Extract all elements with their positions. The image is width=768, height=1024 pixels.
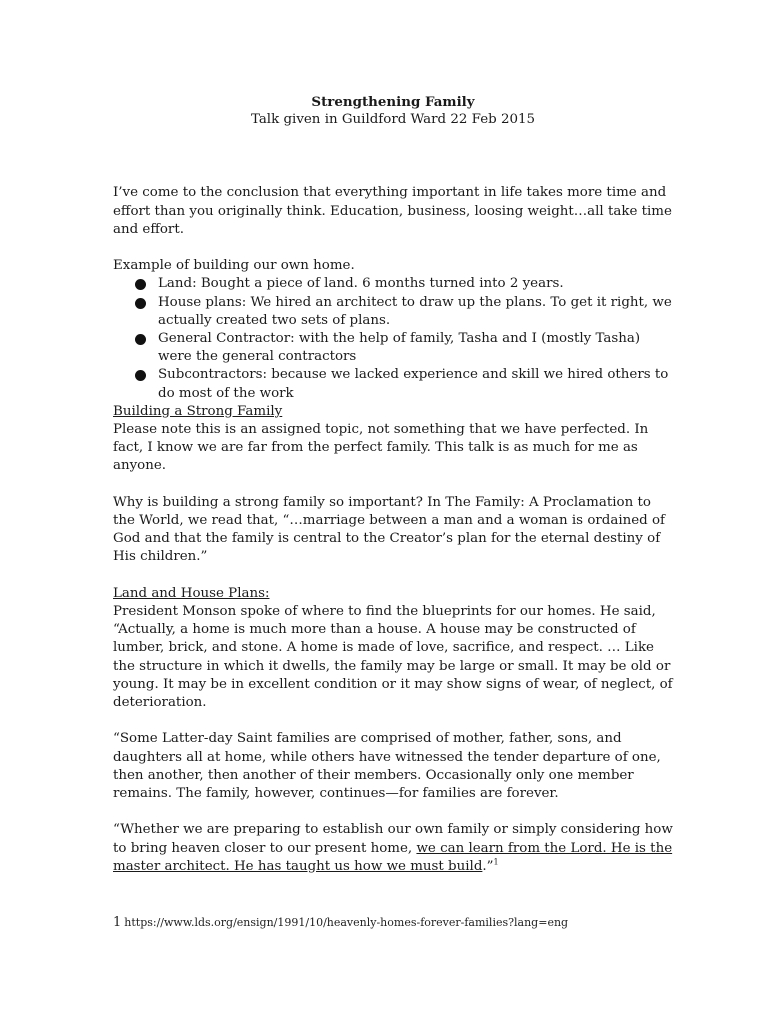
why-paragraph: Why is building a strong family so important? In The Family: A Proclamation to the World, we read that, “…marriage between a man and a woman is ordained of God and that the family is central to the Creator’s plan for the eternal destiny of His children.” [113, 494, 666, 565]
list-item: House plans: We hired an architect to draw up the plans. To get it right, we actually created two sets of plans. [113, 294, 673, 330]
underlined-quote: we can learn from the Lord. He is the master architect. He has taught us how we must build [113, 840, 673, 874]
assigned-topic-paragraph: Please note this is an assigned topic, not something that we have perfected. In fact, I know we are far from the perfect family. This talk is as much for me as anyone. [113, 422, 649, 474]
example-heading: Example of building our own home. [113, 258, 355, 274]
bullet-icon [135, 298, 146, 309]
bullet-icon [135, 279, 146, 290]
footnote [113, 915, 568, 930]
footnote-url[interactable]: https://www.lds.org/ensign/1991/10/heavenly-homes-forever-families?lang=eng [124, 916, 569, 929]
list-item: Land: Bought a piece of land. 6 months turned into 2 years. [113, 275, 673, 293]
whether-paragraph: “Whether we are preparing to establish our own family or simply considering how to bring heaven closer to our present home, we can learn from the Lord. He is the master architect. He has taught us how we must build.”$^1$ [113, 822, 673, 874]
document-subtitle: Talk given in Guildford Ward 22 Feb 2015 [250, 112, 536, 128]
monson-paragraph: President Monson spoke of where to find the blueprints for our homes. He said, “Actually, a home is much more than a house. A house may be constructed of lumber, brick, and stone. A home is made of love, sacrifice, and respect. … Like the structure in which it dwells, the family may be large or small. It may be old or young. It may be in excellent condition or it may show signs of wear, of neglect, of deterioration. [113, 604, 673, 711]
bullet-icon [135, 370, 146, 381]
bullet-list [113, 275, 673, 402]
section-heading-land: Land and House Plans: [113, 585, 270, 601]
list-item: Subcontractors: because we lacked experience and skill we hired others to do most of the work [113, 366, 673, 402]
section-heading-building: Building a Strong Family [113, 403, 283, 419]
bullet-icon [135, 334, 146, 345]
list-item: General Contractor: with the help of family, Tasha and I (mostly Tasha) were the general contractors [113, 330, 673, 366]
footnote-number: 1 [113, 915, 122, 930]
intro-paragraph: I’ve come to the conclusion that everything important in life takes more time and effort than you originally think. Education, business, loosing weight…all take time and effort. [113, 185, 672, 237]
document-body [113, 93, 673, 876]
footnote-marker[interactable]: 1 [493, 857, 499, 867]
latter-day-paragraph: “Some Latter-day Saint families are comprised of mother, father, sons, and daughters all at home, while others have witnessed the tender departure of one, then another, then another of their members. Occasionally only one member remains. The family, however, continues—for families are forever. [113, 731, 661, 802]
document-title: Strengthening Family [311, 94, 475, 110]
